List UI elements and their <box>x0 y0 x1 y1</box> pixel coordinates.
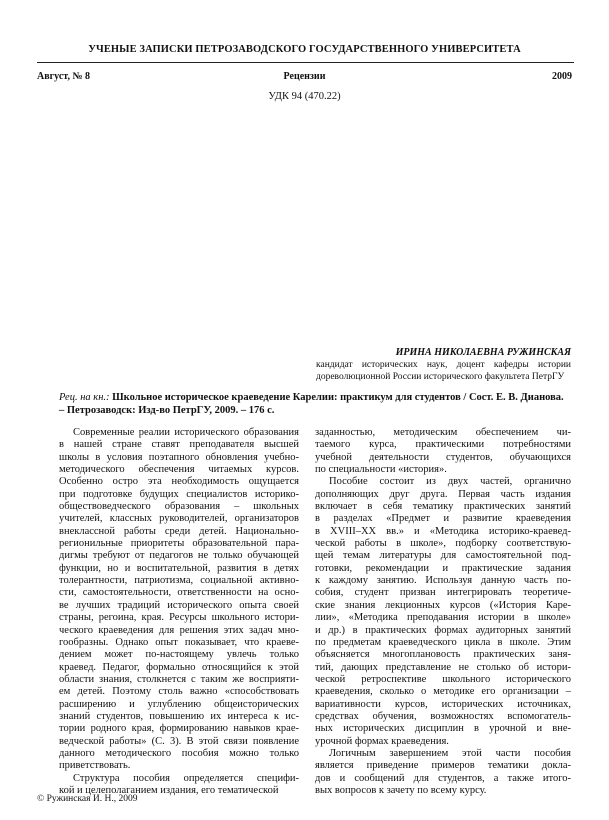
text-line: в нашей стране ставят преподавателя высшей <box>59 439 299 451</box>
text-line: толерантности, патриотизма, социальной активно- <box>59 575 299 587</box>
text-line: к каждому занятию. Используя данную часть по- <box>315 575 571 587</box>
text-line: ве лучших традиций исторического опыта своей <box>59 599 299 611</box>
text-line: дигмы требуют от педагогов не только обучающей <box>59 550 299 562</box>
text-line: ведческой работы» (С. 3). В этой связи появление <box>59 735 299 747</box>
year-label: 2009 <box>552 71 572 82</box>
udk-code: УДК 94 (470.22) <box>268 91 341 102</box>
text-line: ческой работы в школе», подборку соответствую- <box>315 538 571 550</box>
text-line: средствах обучения, возможностях вспомогатель- <box>315 710 571 722</box>
text-line: Особенно остро эта необходимость ощущается <box>59 476 299 488</box>
text-line: щей темам литературы для самостоятельной под- <box>315 550 571 562</box>
header-rule <box>37 62 574 63</box>
text-line: краевед. Педагог, формально относящийся к этой <box>59 661 299 673</box>
text-line: ческой ретроспективе школьного исторического <box>315 673 571 685</box>
author-affiliation-line2: дореволюционной России исторического факультета ПетрГУ <box>316 372 565 382</box>
text-line: в XVIII–XX вв.» и «Методика историко-краевед- <box>315 525 571 537</box>
text-line: дов и сообщений для студентов, а также итого- <box>315 772 571 784</box>
text-line: по предметам краеведческого цикла в школе. Этим <box>315 636 571 648</box>
text-line: Современные реалии исторического образования <box>73 427 299 438</box>
text-line: методического обеспечения читаемых курсов. <box>59 464 299 476</box>
body-column-left <box>59 427 299 797</box>
text-line: тории родного края, формированию навыков крае- <box>59 723 299 735</box>
text-line: лии», «Методика преподавания истории в школе» <box>315 612 571 624</box>
text-line: Пособие состоит из двух частей, органично <box>329 476 571 488</box>
text-line: и др.) в практических формах аудиторных занятий <box>315 624 571 636</box>
author-affiliation-line1: кандидат исторических наук, доцент кафедры истории <box>316 360 571 370</box>
text-line: Структура пособия определяется специфи- <box>73 772 299 784</box>
text-line: вариативности курсов, исторических источниках, <box>315 698 571 710</box>
text-line: области знания, столкнется с таким же восприяти- <box>59 673 299 685</box>
text-line: урочной формах краеведения. <box>315 735 449 747</box>
text-line: сти, самостоятельности, ответственности на осно- <box>59 587 299 599</box>
text-line: регионильные приоритеты образовательной пара- <box>59 538 299 550</box>
author-name: ИРИНА НИКОЛАЕВНА РУЖИНСКАЯ <box>395 347 571 358</box>
text-line: собия, студент призван интегрировать теоретиче- <box>315 587 571 599</box>
text-line: дополняющих друг друга. Первая часть издания <box>315 488 571 500</box>
text-line: ных исторических дисциплин в урочной и вне- <box>315 723 571 735</box>
journal-title: УЧЕНЫЕ ЗАПИСКИ ПЕТРОЗАВОДСКОГО ГОСУДАРСТВЕННОГО УНИВЕРСИТЕТА <box>88 44 521 55</box>
text-line: Логичным завершением этой части пособия <box>329 747 571 759</box>
review-book-title: Школьное историческое краеведение Карелии: практикум для студентов / Сост. Е. В. Дианова. – Петрозаводск: Изд-во ПетрГУ, 2009. – 176 с. <box>59 392 564 416</box>
text-line: дением может по-настоящему увлечь только <box>59 649 299 661</box>
text-line: объясняется многоплановость практических заня- <box>315 649 571 661</box>
text-line: знаний студентов, повышению их интереса к ис- <box>59 710 299 722</box>
review-prefix: Рец. на кн.: <box>59 392 110 403</box>
text-line: данного методического пособия можно только <box>59 747 299 759</box>
text-line: тий, дающих представление не столько об истори- <box>315 661 571 673</box>
text-line: готовки, рекомендации и практические задания <box>315 562 571 574</box>
section-label: Рецензии <box>283 71 326 82</box>
review-reference <box>59 391 571 417</box>
text-line: ем детей. Поэтому столь важно «способствовать <box>59 686 299 698</box>
text-line: приветствовать. <box>59 760 131 772</box>
text-line: страны, регоина, края. Ресурсы школьного истори- <box>59 612 299 624</box>
text-line: является приведение примеров тематики докла- <box>315 760 571 772</box>
text-line: гообразны. Однако опыт показывает, что краеве- <box>59 636 299 648</box>
text-line: при подготовке будущих специалистов историко- <box>59 488 299 500</box>
text-line: обществоведческого образования – школьных <box>59 501 299 513</box>
text-line: внеклассной работы среди детей. Национально- <box>59 525 299 537</box>
text-line: ческого краеведения для решения этих задач мно- <box>59 624 299 636</box>
text-line: по специальности «история». <box>315 464 447 476</box>
text-line: кой и целеполаганием издания, его тематической <box>59 784 279 796</box>
text-line: краеведения, сколько о методике его организации – <box>315 686 571 698</box>
copyright-notice: © Ружинская И. Н., 2009 <box>37 794 138 804</box>
text-line: таемого курса, практическими потребностями <box>315 439 571 451</box>
text-line: школы в условия поэтапного обновления учебно- <box>59 451 299 463</box>
text-line: учителей, классных руководителей, организаторов <box>59 513 299 525</box>
text-line: учебной деятельности студентов, обучающихся <box>315 451 571 463</box>
text-line: вых вопросов к зачету по всему курсу. <box>315 784 487 796</box>
text-line: заданностью, методическим обеспечением чи- <box>315 427 571 438</box>
issue-label: Август, № 8 <box>37 71 91 82</box>
body-column-right <box>315 427 571 797</box>
text-line: в разделах «Предмет и развитие краеведения <box>315 513 571 525</box>
text-line: включает в себя тематику практических занятий <box>315 501 571 513</box>
text-line: ские знания лекционных курсов («История Каре- <box>315 599 571 611</box>
text-line: расширению и углублению общеисторических <box>59 698 299 710</box>
text-line: функции, но и воспитательной, развития в детях <box>59 562 299 574</box>
